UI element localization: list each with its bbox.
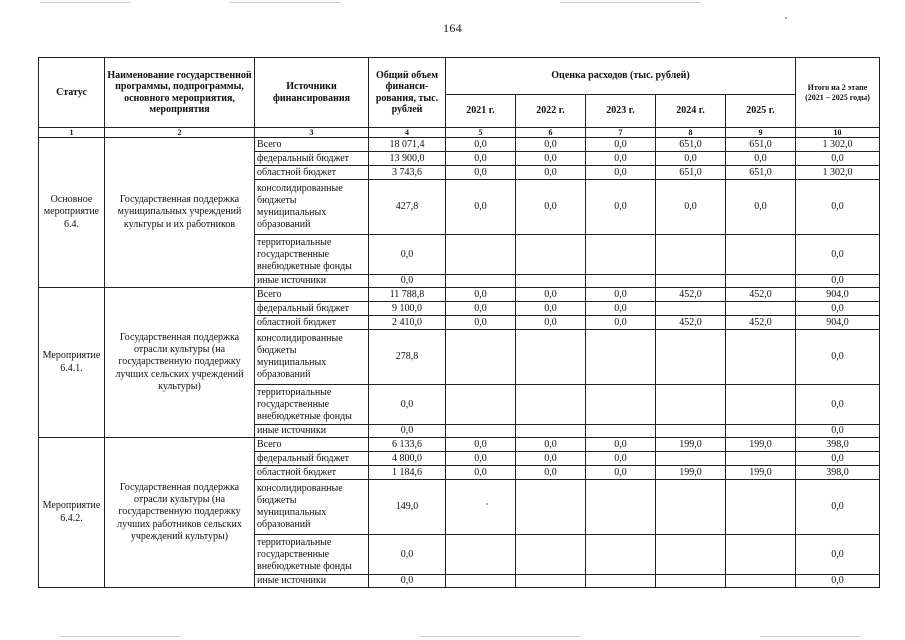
year-value: 199,0 (656, 466, 726, 480)
funding-source: территориальные государственные внебюджетные фонды (255, 535, 369, 575)
year-value: 651,0 (726, 166, 796, 180)
year-value (586, 235, 656, 275)
header-status: Статус (39, 58, 105, 128)
total-value: 0,0 (369, 535, 446, 575)
funding-source: иные источники (255, 575, 369, 588)
year-value: 0,0 (586, 166, 656, 180)
budget-table-body (39, 138, 880, 588)
stage-total-value: 0,0 (796, 452, 880, 466)
funding-source: федеральный бюджет (255, 152, 369, 166)
year-value (656, 425, 726, 438)
year-value: 0,0 (656, 152, 726, 166)
funding-source: областной бюджет (255, 316, 369, 330)
stage-total-value: 0,0 (796, 425, 880, 438)
year-value: 0,0 (446, 438, 516, 452)
year-value: 0,0 (586, 466, 656, 480)
year-value: 651,0 (726, 138, 796, 152)
year-value (446, 425, 516, 438)
total-value: 0,0 (369, 385, 446, 425)
header-year-2024: 2024 г. (656, 95, 726, 128)
total-value: 18 071,4 (369, 138, 446, 152)
year-value (726, 535, 796, 575)
year-value (446, 480, 516, 535)
stage-total-value: 398,0 (796, 438, 880, 452)
year-value: 0,0 (586, 152, 656, 166)
year-value: 0,0 (586, 138, 656, 152)
year-value: 0,0 (446, 288, 516, 302)
funding-source: консолидированные бюджеты муниципальных образований (255, 180, 369, 235)
total-value: 1 184,6 (369, 466, 446, 480)
funding-source: Всего (255, 438, 369, 452)
year-value: 0,0 (586, 452, 656, 466)
year-value (656, 385, 726, 425)
funding-source: территориальные государственные внебюджетные фонды (255, 235, 369, 275)
column-number: 10 (796, 128, 880, 138)
year-value: 0,0 (516, 152, 586, 166)
header-year-2022: 2022 г. (516, 95, 586, 128)
total-value: 0,0 (369, 575, 446, 588)
budget-table (38, 57, 880, 588)
year-value (656, 535, 726, 575)
stage-total-value: 904,0 (796, 288, 880, 302)
funding-source: областной бюджет (255, 166, 369, 180)
header-sources: Источники финансирования (255, 58, 369, 128)
funding-source: консолидированные бюджеты муниципальных образований (255, 480, 369, 535)
year-value (586, 330, 656, 385)
header-stage-total: Итого на 2 этапе (2021 – 2025 годы) (796, 58, 880, 128)
year-value: 0,0 (446, 180, 516, 235)
funding-source: иные источники (255, 425, 369, 438)
stage-total-value: 0,0 (796, 235, 880, 275)
year-value (586, 425, 656, 438)
row-title: Государственная поддержка муниципальных учреждений культуры и их работников (105, 138, 255, 288)
year-value: 0,0 (726, 180, 796, 235)
stage-total-value: 0,0 (796, 535, 880, 575)
year-value: 0,0 (516, 316, 586, 330)
total-value: 0,0 (369, 235, 446, 275)
funding-source: федеральный бюджет (255, 452, 369, 466)
row-title: Государственная поддержка отрасли культуры (на государственную поддержку лучших сельских учреждений культуры) (105, 288, 255, 438)
header-year-2021: 2021 г. (446, 95, 516, 128)
year-value: 0,0 (446, 166, 516, 180)
year-value (726, 452, 796, 466)
year-value: 0,0 (516, 466, 586, 480)
year-value (586, 480, 656, 535)
total-value: 0,0 (369, 425, 446, 438)
year-value: 0,0 (586, 302, 656, 316)
year-value (446, 385, 516, 425)
year-value (656, 452, 726, 466)
year-value: 199,0 (726, 438, 796, 452)
year-value: 0,0 (446, 302, 516, 316)
total-value: 278,8 (369, 330, 446, 385)
year-value: 0,0 (446, 452, 516, 466)
year-value: 0,0 (586, 180, 656, 235)
year-value (516, 480, 586, 535)
total-value: 0,0 (369, 275, 446, 288)
column-number: 8 (656, 128, 726, 138)
total-value: 13 900,0 (369, 152, 446, 166)
year-value (516, 275, 586, 288)
row-status: Мероприятие 6.4.2. (39, 438, 105, 588)
total-value: 149,0 (369, 480, 446, 535)
year-value: 0,0 (516, 166, 586, 180)
column-number: 2 (105, 128, 255, 138)
total-value: 3 743,6 (369, 166, 446, 180)
column-number: 6 (516, 128, 586, 138)
year-value (656, 330, 726, 385)
year-value (726, 480, 796, 535)
table-row (39, 288, 880, 302)
stage-total-value: 0,0 (796, 480, 880, 535)
year-value (516, 535, 586, 575)
year-value: 452,0 (726, 288, 796, 302)
year-value: 199,0 (656, 438, 726, 452)
year-value: 0,0 (516, 180, 586, 235)
page-number: 164 (443, 21, 462, 35)
year-value: 0,0 (516, 438, 586, 452)
funding-source: иные источники (255, 275, 369, 288)
stage-total-value: 0,0 (796, 180, 880, 235)
year-value: 0,0 (586, 438, 656, 452)
year-value: 452,0 (726, 316, 796, 330)
year-value: 651,0 (656, 166, 726, 180)
year-value (656, 302, 726, 316)
stage-total-value: 1 302,0 (796, 138, 880, 152)
column-number: 9 (726, 128, 796, 138)
year-value (586, 385, 656, 425)
stage-total-value: 0,0 (796, 302, 880, 316)
header-program-name: Наименование государственной программы, подпрограммы, основного мероприятия, мероприятия (105, 58, 255, 128)
funding-source: Всего (255, 288, 369, 302)
header-total: Общий объем финанси-рования, тыс. рублей (369, 58, 446, 128)
year-value: 651,0 (656, 138, 726, 152)
year-value (516, 425, 586, 438)
table-row (39, 438, 880, 452)
year-value (446, 575, 516, 588)
funding-source: федеральный бюджет (255, 302, 369, 316)
year-value: 452,0 (656, 288, 726, 302)
year-value (726, 302, 796, 316)
header-estimate: Оценка расходов (тыс. рублей) (446, 58, 796, 95)
year-value: 0,0 (446, 138, 516, 152)
column-number: 7 (586, 128, 656, 138)
year-value (516, 575, 586, 588)
year-value (446, 275, 516, 288)
funding-source: территориальные государственные внебюджетные фонды (255, 385, 369, 425)
year-value (516, 385, 586, 425)
year-value: 0,0 (586, 288, 656, 302)
year-value: 0,0 (446, 316, 516, 330)
year-value: 0,0 (516, 138, 586, 152)
year-value: 0,0 (516, 288, 586, 302)
funding-source: консолидированные бюджеты муниципальных образований (255, 330, 369, 385)
stage-total-value: 904,0 (796, 316, 880, 330)
stage-total-value: 0,0 (796, 152, 880, 166)
year-value (726, 235, 796, 275)
year-value (516, 330, 586, 385)
year-value (726, 385, 796, 425)
column-number: 4 (369, 128, 446, 138)
stage-total-value: 0,0 (796, 275, 880, 288)
year-value: 0,0 (516, 302, 586, 316)
year-value (586, 535, 656, 575)
row-title: Государственная поддержка отрасли культуры (на государственную поддержку лучших работников сельских учреждений культуры) (105, 438, 255, 588)
total-value: 6 133,6 (369, 438, 446, 452)
year-value (446, 535, 516, 575)
year-value: 0,0 (726, 152, 796, 166)
year-value (656, 480, 726, 535)
year-value (656, 575, 726, 588)
header-year-2023: 2023 г. (586, 95, 656, 128)
year-value: 452,0 (656, 316, 726, 330)
year-value (726, 275, 796, 288)
year-value: 0,0 (586, 316, 656, 330)
year-value (656, 275, 726, 288)
stage-total-value: 1 302,0 (796, 166, 880, 180)
total-value: 4 800,0 (369, 452, 446, 466)
stage-total-value: 398,0 (796, 466, 880, 480)
year-value (586, 275, 656, 288)
year-value (516, 235, 586, 275)
year-value (446, 235, 516, 275)
table-row (39, 138, 880, 152)
year-value (726, 575, 796, 588)
year-value (446, 330, 516, 385)
year-value (656, 235, 726, 275)
row-status: Основное мероприятие 6.4. (39, 138, 105, 288)
total-value: 427,8 (369, 180, 446, 235)
column-number: 3 (255, 128, 369, 138)
row-status: Мероприятие 6.4.1. (39, 288, 105, 438)
stage-total-value: 0,0 (796, 575, 880, 588)
year-value (586, 575, 656, 588)
column-number: 5 (446, 128, 516, 138)
year-value: 0,0 (516, 452, 586, 466)
year-value: 199,0 (726, 466, 796, 480)
stage-total-value: 0,0 (796, 385, 880, 425)
stage-total-value: 0,0 (796, 330, 880, 385)
year-value: 0,0 (656, 180, 726, 235)
column-number: 1 (39, 128, 105, 138)
total-value: 9 100,0 (369, 302, 446, 316)
year-value (726, 330, 796, 385)
total-value: 2 410,0 (369, 316, 446, 330)
year-value: 0,0 (446, 152, 516, 166)
funding-source: Всего (255, 138, 369, 152)
total-value: 11 788,8 (369, 288, 446, 302)
funding-source: областной бюджет (255, 466, 369, 480)
header-year-2025: 2025 г. (726, 95, 796, 128)
year-value: 0,0 (446, 466, 516, 480)
year-value (726, 425, 796, 438)
